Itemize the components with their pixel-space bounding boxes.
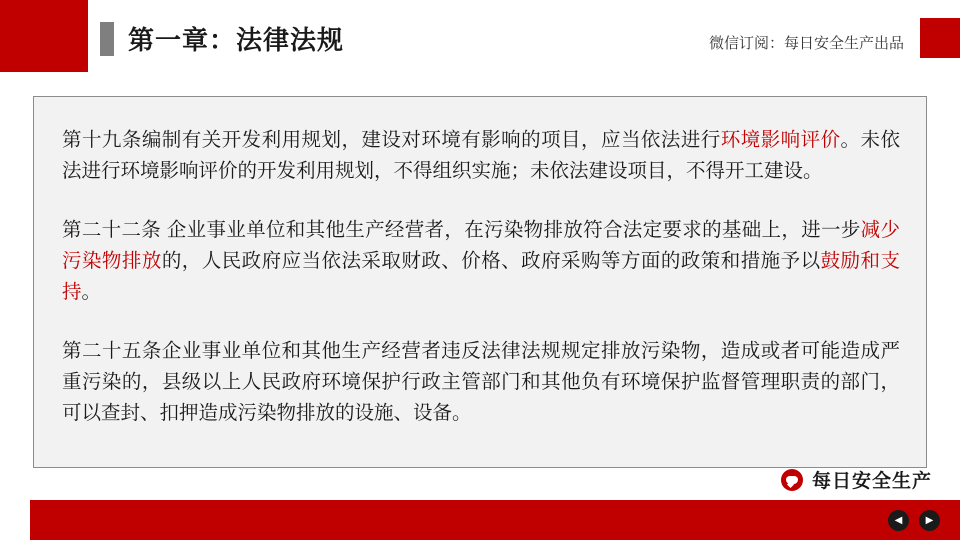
footer-notch [0,500,30,540]
body-text: 。未依法进行环境影响评价的开发利用规划，不得组织实施；未依法建设项目，不得开工建设。 [62,129,900,182]
body-text: 第二十二条 企业事业单位和其他生产经营者，在污染物排放符合法定要求的基础上，进一步 [62,219,861,241]
brand-mark [781,466,932,493]
header-red-block-right [920,18,960,58]
next-slide-button[interactable]: ▶ [919,510,940,531]
body-text: 第二十五条企业事业单位和其他生产经营者违反法律法规规定排放污染物，造成或者可能造成严重污染的，县级以上人民政府环境保护行政主管部门和其他负有环境保护监督管理职责的部门，可以查封、扣押造成污染物排放的设施、设备。 [62,340,900,424]
highlighted-text: 环境影响评价 [720,129,841,151]
brand-label: 每日安全生产 [811,471,932,492]
paragraph-article-25 [62,336,900,429]
body-text: 。 [81,281,102,303]
slide-header [0,0,960,80]
body-text: 的，人民政府应当依法采取财政、价格、政府采购等方面的政策和措施予以 [161,250,821,272]
slide-navigation[interactable] [888,510,940,531]
paragraph-article-22 [62,215,900,308]
wechat-icon [781,469,803,491]
paragraph-article-19 [62,125,900,187]
footer-bar [0,500,960,540]
content-body [62,125,900,429]
body-text: 第十九条编制有关开发利用规划，建设对环境有影响的项目，应当依法进行 [62,129,721,151]
page-title: 第一章：法律法规 [128,25,345,55]
subscription-note: 微信订阅：每日安全生产出品 [708,35,904,52]
highlighted-text: 鼓励和支持 [62,250,900,303]
content-panel [33,96,927,468]
title-accent-bar [100,22,114,56]
header-red-block-left [0,0,88,72]
highlighted-text: 减少污染物排放 [62,219,900,272]
previous-slide-button[interactable]: ◀ [888,510,909,531]
